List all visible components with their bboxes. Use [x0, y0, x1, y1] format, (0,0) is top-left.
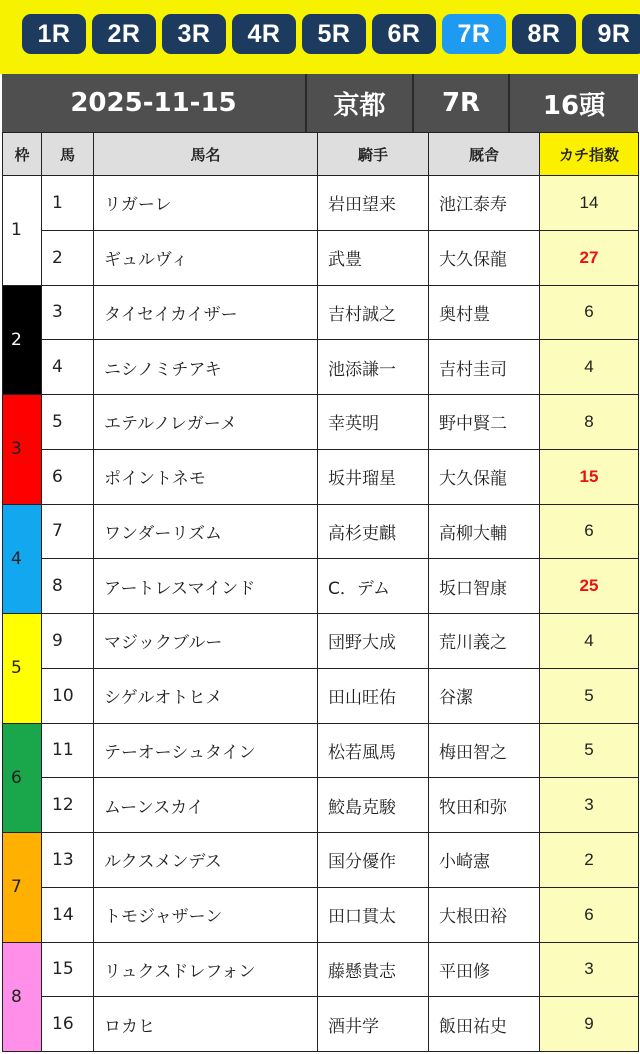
jockey-cell: 藤懸貴志	[318, 942, 429, 997]
table-row[interactable]	[3, 559, 639, 614]
horse-number-cell: 16	[42, 997, 94, 1052]
table-header-row	[3, 133, 639, 176]
table-row[interactable]	[3, 997, 639, 1052]
horse-number-cell: 10	[42, 668, 94, 723]
table-row[interactable]	[3, 778, 639, 833]
jockey-cell: 団野大成	[318, 614, 429, 669]
stable-cell: 大久保龍	[429, 230, 540, 285]
waku-cell: 6	[3, 723, 42, 833]
kachi-index-cell: 27	[540, 230, 639, 285]
kachi-index-cell: 2	[540, 833, 639, 888]
horse-number-cell: 6	[42, 449, 94, 504]
stable-cell: 梅田智之	[429, 723, 540, 778]
race-tab-2[interactable]: 2R	[92, 14, 156, 54]
stable-cell: 池江泰寿	[429, 176, 540, 231]
stable-cell: 平田修	[429, 942, 540, 997]
kachi-index-cell: 6	[540, 285, 639, 340]
race-number: 7R	[414, 74, 510, 132]
horse-number-cell: 9	[42, 614, 94, 669]
horse-number-cell: 2	[42, 230, 94, 285]
kachi-index-cell: 3	[540, 942, 639, 997]
horse-name-cell: ロカヒ	[94, 997, 318, 1052]
table-row[interactable]	[3, 449, 639, 504]
waku-cell: 7	[3, 833, 42, 943]
jockey-cell: 鮫島克駿	[318, 778, 429, 833]
stable-cell: 野中賢二	[429, 395, 540, 450]
race-tabs	[0, 0, 640, 74]
horse-name-cell: エテルノレガーメ	[94, 395, 318, 450]
horse-number-cell: 11	[42, 723, 94, 778]
stable-cell: 大久保龍	[429, 449, 540, 504]
horse-name-cell: リュクスドレフォン	[94, 942, 318, 997]
horse-name-cell: ムーンスカイ	[94, 778, 318, 833]
header-waku: 枠	[3, 133, 42, 176]
horse-number-cell: 4	[42, 340, 94, 395]
stable-cell: 飯田祐史	[429, 997, 540, 1052]
jockey-cell: 坂井瑠星	[318, 449, 429, 504]
horse-name-cell: リガーレ	[94, 176, 318, 231]
race-tab-5[interactable]: 5R	[302, 14, 366, 54]
runner-count: 16頭	[542, 90, 606, 121]
jockey-cell: 田山旺佑	[318, 668, 429, 723]
stable-cell: 坂口智康	[429, 559, 540, 614]
race-tab-3[interactable]: 3R	[162, 14, 226, 54]
stable-cell: 小崎憲	[429, 833, 540, 888]
horse-name-cell: ニシノミチアキ	[94, 340, 318, 395]
horse-name-cell: タイセイカイザー	[94, 285, 318, 340]
table-row[interactable]	[3, 504, 639, 559]
header-jockey: 騎手	[318, 133, 429, 176]
table-row[interactable]	[3, 833, 639, 888]
horse-number-cell: 13	[42, 833, 94, 888]
jockey-cell: 幸英明	[318, 395, 429, 450]
table-row[interactable]	[3, 887, 639, 942]
kachi-index-cell: 4	[540, 340, 639, 395]
waku-cell: 2	[3, 285, 42, 395]
jockey-cell: 武豊	[318, 230, 429, 285]
horse-number-cell: 14	[42, 887, 94, 942]
jockey-cell: 酒井学	[318, 997, 429, 1052]
kachi-index-cell: 4	[540, 614, 639, 669]
race-tab-9[interactable]: 9R	[582, 14, 640, 54]
jockey-cell: 池添謙一	[318, 340, 429, 395]
horse-name-cell: トモジャザーン	[94, 887, 318, 942]
jockey-cell: C．デム	[318, 559, 429, 614]
horse-number-cell: 7	[42, 504, 94, 559]
stable-cell: 荒川義之	[429, 614, 540, 669]
race-tab-1[interactable]: 1R	[22, 14, 86, 54]
waku-cell: 8	[3, 942, 42, 1052]
table-row[interactable]	[3, 942, 639, 997]
horse-name-cell: ポイントネモ	[94, 449, 318, 504]
horse-name-cell: マジックブルー	[94, 614, 318, 669]
jockey-cell: 国分優作	[318, 833, 429, 888]
table-row[interactable]	[3, 395, 639, 450]
stable-cell: 奥村豊	[429, 285, 540, 340]
waku-cell: 5	[3, 614, 42, 724]
race-date: 2025-11-15	[2, 74, 307, 132]
horse-name-cell: シゲルオトヒメ	[94, 668, 318, 723]
horse-name-cell: テーオーシュタイン	[94, 723, 318, 778]
table-row[interactable]	[3, 285, 639, 340]
table-row[interactable]	[3, 723, 639, 778]
jockey-cell: 田口貫太	[318, 887, 429, 942]
stable-cell: 吉村圭司	[429, 340, 540, 395]
race-tab-7[interactable]: 7R	[442, 14, 506, 54]
kachi-index-cell: 8	[540, 395, 639, 450]
horse-number-cell: 3	[42, 285, 94, 340]
waku-cell: 4	[3, 504, 42, 614]
entries-body	[3, 176, 639, 1052]
waku-cell: 3	[3, 395, 42, 505]
jockey-cell: 吉村誠之	[318, 285, 429, 340]
table-row[interactable]	[3, 614, 639, 669]
horse-name-cell: ワンダーリズム	[94, 504, 318, 559]
horse-name-cell: ギュルヴィ	[94, 230, 318, 285]
kachi-index-cell: 5	[540, 668, 639, 723]
horse-number-cell: 8	[42, 559, 94, 614]
kachi-index-cell: 6	[540, 504, 639, 559]
kachi-index-cell: 6	[540, 887, 639, 942]
table-row[interactable]	[3, 230, 639, 285]
horse-number-cell: 5	[42, 395, 94, 450]
header-stable: 厩舎	[429, 133, 540, 176]
horse-number-cell: 12	[42, 778, 94, 833]
kachi-index-cell: 9	[540, 997, 639, 1052]
kachi-index-cell: 25	[540, 559, 639, 614]
stable-cell: 高柳大輔	[429, 504, 540, 559]
stable-cell: 牧田和弥	[429, 778, 540, 833]
table-row[interactable]	[3, 668, 639, 723]
jockey-cell: 高杉吏麒	[318, 504, 429, 559]
jockey-cell: 松若風馬	[318, 723, 429, 778]
header-name: 馬名	[94, 133, 318, 176]
race-tab-6[interactable]: 6R	[372, 14, 436, 54]
table-row[interactable]	[3, 340, 639, 395]
header-kachi: カチ指数	[540, 133, 639, 176]
horse-number-cell: 15	[42, 942, 94, 997]
kachi-index-cell: 15	[540, 449, 639, 504]
race-info-bar	[2, 74, 638, 132]
entries-table	[2, 132, 639, 1052]
horse-name-cell: アートレスマインド	[94, 559, 318, 614]
horse-number-cell: 1	[42, 176, 94, 231]
jockey-cell: 岩田望来	[318, 176, 429, 231]
kachi-index-cell: 5	[540, 723, 639, 778]
horse-name-cell: ルクスメンデス	[94, 833, 318, 888]
kachi-index-cell: 14	[540, 176, 639, 231]
race-tab-8[interactable]: 8R	[512, 14, 576, 54]
header-uma: 馬	[42, 133, 94, 176]
stable-cell: 谷潔	[429, 668, 540, 723]
kachi-index-cell: 3	[540, 778, 639, 833]
waku-cell: 1	[3, 176, 42, 286]
race-venue: 京都	[307, 74, 414, 132]
stable-cell: 大根田裕	[429, 887, 540, 942]
race-tab-4[interactable]: 4R	[232, 14, 296, 54]
table-row[interactable]	[3, 176, 639, 231]
